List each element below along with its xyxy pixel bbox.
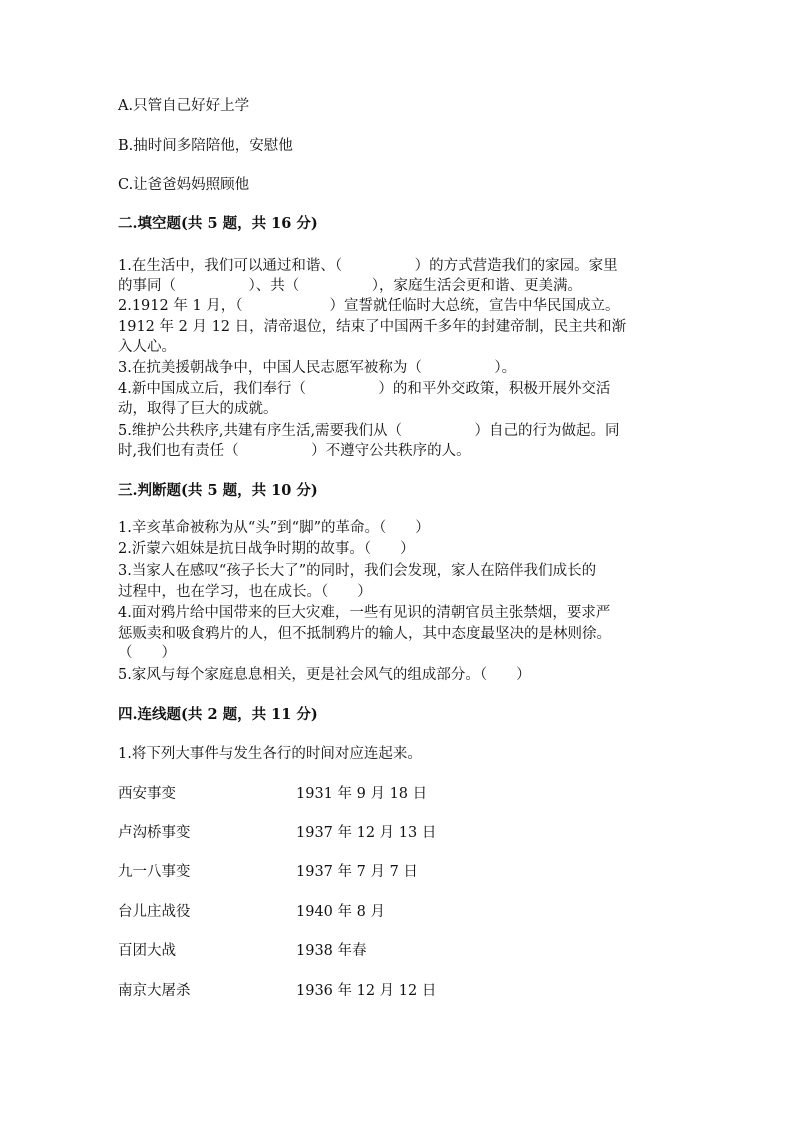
fill-line: 4.新中国成立后，我们奉行（ ）的和平外交政策，积极开展外交活 bbox=[118, 381, 611, 397]
match-event: 九一八事变 bbox=[118, 864, 191, 880]
judge-line: 5.家风与每个家庭息息相关，更是社会风气的组成部分。（ ） bbox=[118, 667, 531, 683]
choice-option-b: B.抽时间多陪陪他，安慰他 bbox=[118, 138, 293, 154]
choice-option-c: C.让爸爸妈妈照顾他 bbox=[118, 177, 250, 193]
judge-line: 惩贩卖和吸食鸦片的人，但不抵制鸦片的输人，其中态度最坚决的是林则徐。 bbox=[118, 626, 611, 642]
match-event: 台儿庄战役 bbox=[118, 904, 191, 920]
match-date: 1937 年 12 月 13 日 bbox=[296, 825, 437, 841]
judge-line: （ ） bbox=[118, 645, 176, 661]
fill-line: 3.在抗美援朝战争中，中国人民志愿军被称为（ ）。 bbox=[118, 360, 517, 376]
match-instruction: 1.将下列大事件与发生各行的时间对应连起来。 bbox=[118, 746, 422, 762]
fill-line: 5.维护公共秩序,共建有序生活,需要我们从（ ）自己的行为做起。同 bbox=[118, 423, 620, 439]
judge-section-heading: 三.判断题(共 5 题，共 10 分) bbox=[118, 482, 318, 499]
judge-line: 4.面对鸦片给中国带来的巨大灾难，一些有见识的清朝官员主张禁烟，要求严 bbox=[118, 605, 611, 621]
match-date: 1936 年 12 月 12 日 bbox=[296, 983, 437, 999]
fill-line: 的事同（ ）、共（ ），家庭生活会更和谐、更美满。 bbox=[118, 278, 582, 294]
judge-line: 3.当家人在感叹“孩子长大了”的同时，我们会发现，家人在陪伴我们成长的 bbox=[118, 563, 597, 579]
match-event: 南京大屠杀 bbox=[118, 983, 191, 999]
judge-line: 2.沂蒙六姐妹是抗日战争时期的故事。（ ） bbox=[118, 541, 415, 557]
match-date: 1940 年 8 月 bbox=[296, 904, 385, 920]
match-date: 1938 年春 bbox=[296, 943, 367, 959]
fill-line: 入人心。 bbox=[118, 339, 176, 355]
fill-line: 1.在生活中，我们可以通过和谐、（ ）的方式营造我们的家园。家里 bbox=[118, 258, 618, 274]
judge-line: 过程中，也在学习，也在成长。（ ） bbox=[118, 584, 372, 600]
fill-section-heading: 二.填空题(共 5 题，共 16 分) bbox=[118, 215, 318, 232]
match-section-heading: 四.连线题(共 2 题，共 11 分) bbox=[118, 706, 318, 723]
match-date: 1937 年 7 月 7 日 bbox=[296, 864, 418, 880]
match-event: 百团大战 bbox=[118, 943, 176, 959]
match-date: 1931 年 9 月 18 日 bbox=[296, 786, 428, 802]
fill-line: 1912 年 2 月 12 日，清帝退位，结束了中国两千多年的封建帝制，民主共和渐 bbox=[118, 319, 627, 335]
fill-line: 动，取得了巨大的成就。 bbox=[118, 401, 278, 417]
judge-line: 1.辛亥革命被称为从“头”到“脚”的革命。（ ） bbox=[118, 520, 430, 536]
fill-line: 时,我们也有责任（ ）不遵守公共秩序的人。 bbox=[118, 443, 471, 459]
match-event: 卢沟桥事变 bbox=[118, 825, 191, 841]
fill-line: 2.1912 年 1 月，（ ）宣誓就任临时大总统，宣告中华民国成立。 bbox=[118, 298, 620, 314]
choice-option-a: A.只管自己好好上学 bbox=[118, 98, 250, 114]
match-event: 西安事变 bbox=[118, 786, 176, 802]
